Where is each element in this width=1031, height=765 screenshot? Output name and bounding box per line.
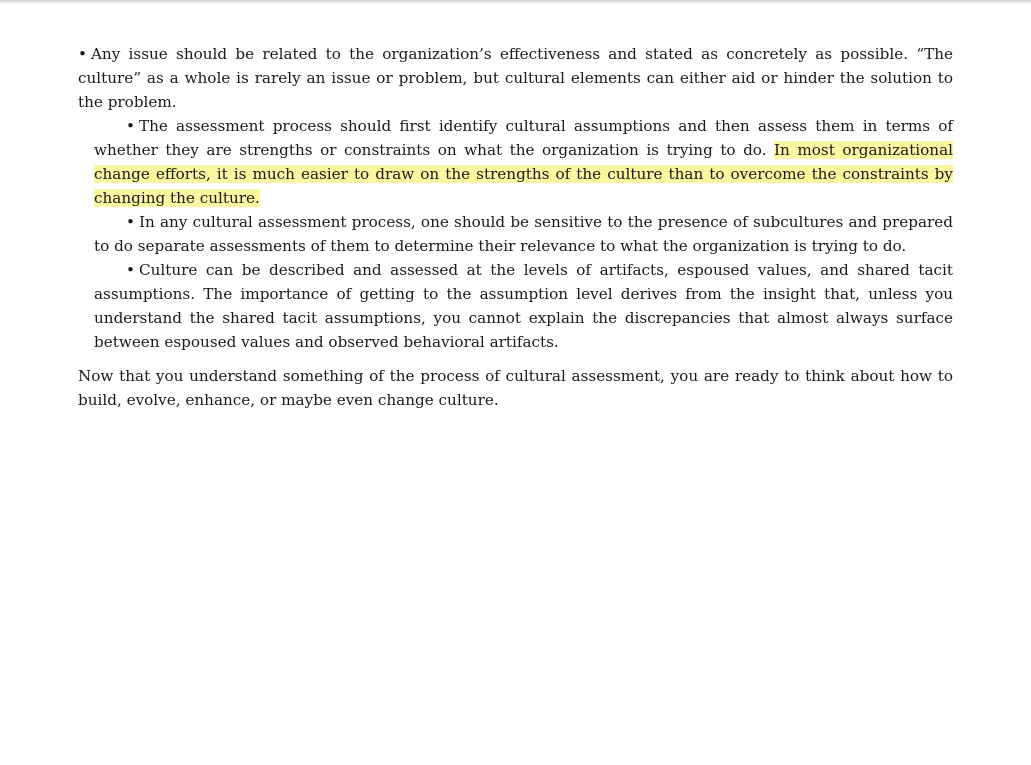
bullet-item-3 — [94, 210, 953, 258]
highlighted-text[interactable]: In most organizational change efforts, it is much easier to draw on the strengths of the culture than to overcome the constraints by changing the culture. — [94, 141, 953, 207]
bullet-icon: • — [126, 261, 135, 279]
document-page — [78, 42, 953, 412]
bullet-item-1 — [78, 42, 953, 114]
bullet-text: Culture can be described and assessed at the levels of artifacts, espoused values, and shared tacit assumptions. The importance of getting to the assumption level derives from the insight that, unless you understand the shared tacit assumptions, you cannot explain the discrepancies that almost always surface between espoused values and observed behavioral artifacts. — [94, 261, 953, 351]
bullet-text: In any cultural assessment process, one should be sensitive to the presence of subcultures and prepared to do separate assessments of them to determine their relevance to what the organization is trying to do. — [94, 213, 953, 255]
bullet-item-4 — [94, 258, 953, 354]
bullet-item-2 — [94, 114, 953, 210]
bullet-text: Any issue should be related to the organization’s effectiveness and stated as concretely as possible. “The culture” as a whole is rarely an issue or problem, but cultural elements can either aid or hinder the solution to the problem. — [78, 45, 953, 111]
bullet-icon: • — [126, 213, 135, 231]
bullet-icon: • — [78, 45, 87, 63]
bullet-text: The assessment process should first identify cultural assumptions and then assess them in terms of whether they are strengths or constraints on what the organization is trying to do. — [94, 117, 953, 159]
window-top-edge — [0, 0, 1031, 3]
bullet-icon: • — [126, 117, 135, 135]
closing-paragraph: Now that you understand something of the process of cultural assessment, you are ready to think about how to build, evolve, enhance, or maybe even change culture. — [78, 367, 953, 409]
